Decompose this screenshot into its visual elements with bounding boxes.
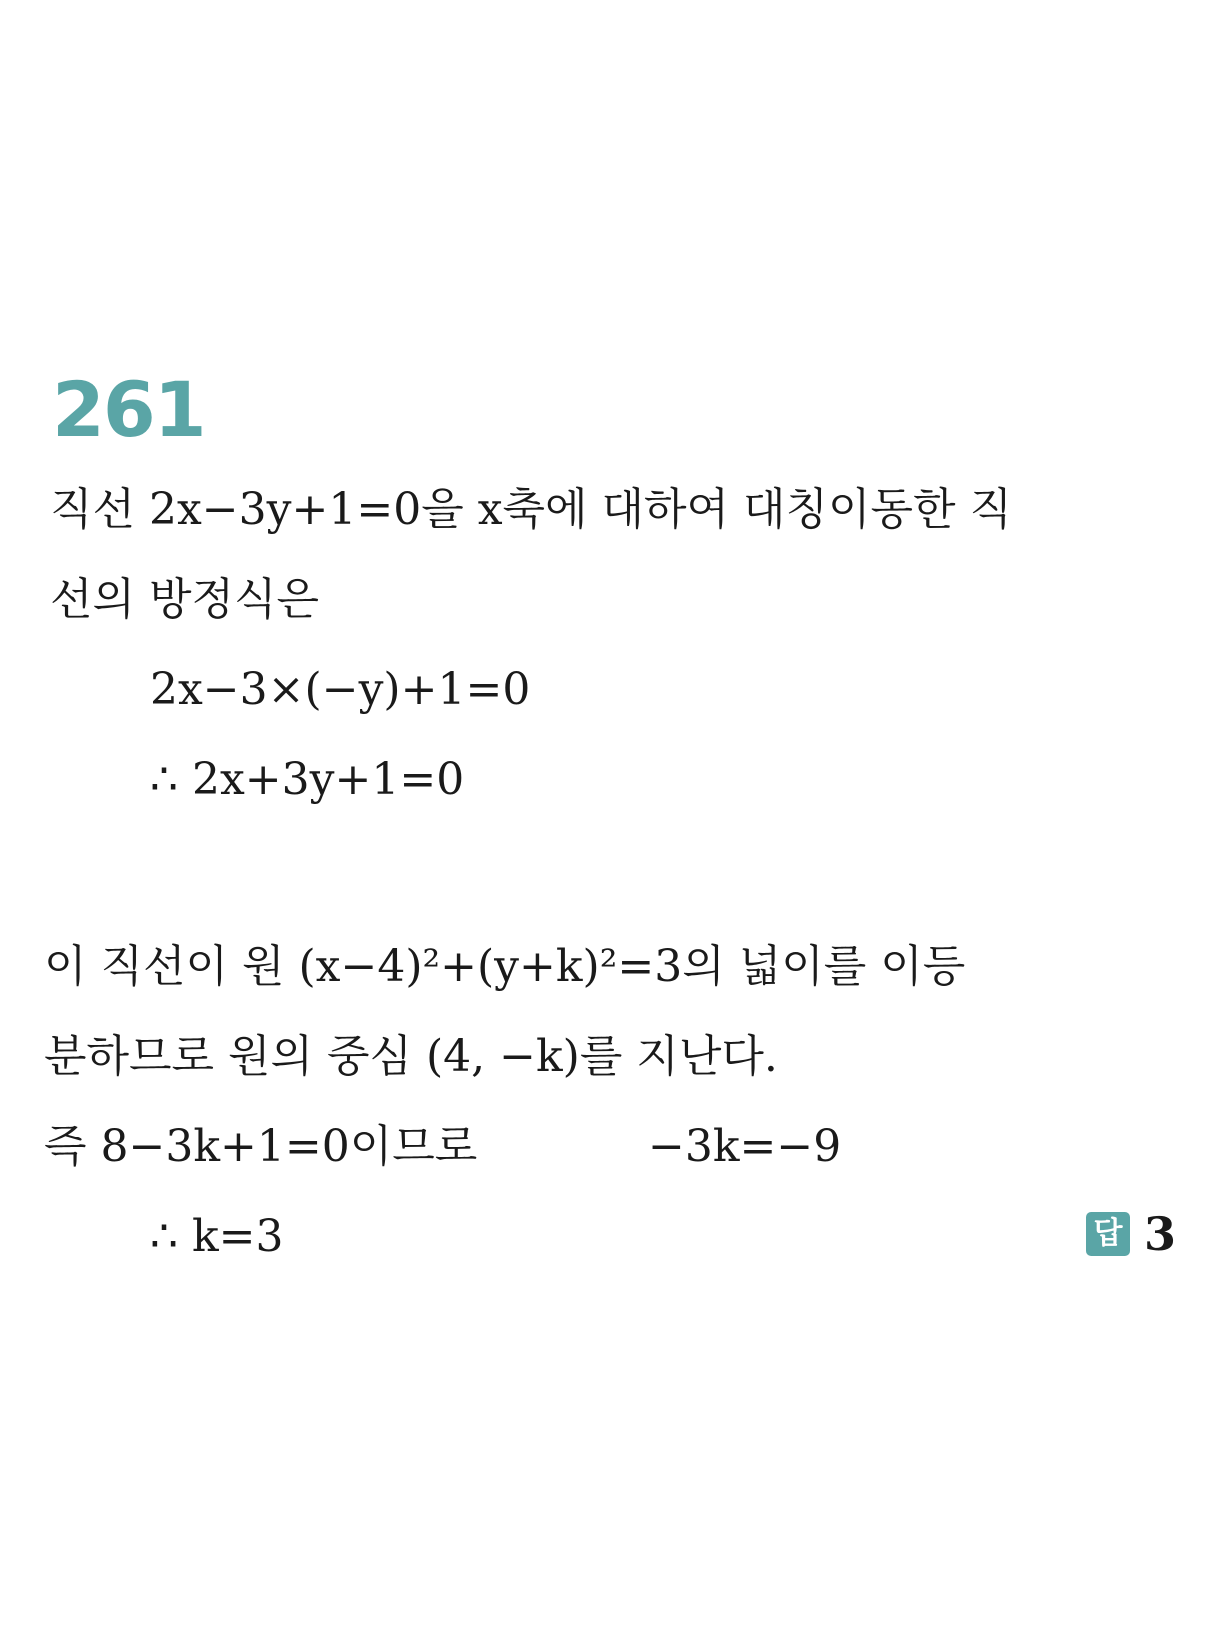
solution-line-1: 직선 2x−3y+1=0을 x축에 대하여 대칭이동한 직 xyxy=(50,484,1013,535)
answer-value: 3 xyxy=(1143,1207,1176,1261)
solution-line-3: 이 직선이 원 (x−4)²+(y+k)²=3의 넓이를 이등 xyxy=(44,941,966,992)
conclusion-line: ∴ k=3 xyxy=(150,1211,284,1262)
solution-line-2: 선의 방정식은 xyxy=(50,574,320,625)
equation-line-1: 2x−3×(−y)+1=0 xyxy=(150,664,531,715)
solution-line-4: 분하므로 원의 중심 (4, −k)를 지난다. xyxy=(44,1031,778,1082)
solution-line-5: 즉 8−3k+1=0이므로 xyxy=(44,1121,478,1172)
answer-box xyxy=(1086,1207,1176,1261)
equation-line-2: ∴ 2x+3y+1=0 xyxy=(150,754,465,805)
side-equation: −3k=−9 xyxy=(648,1121,842,1172)
problem-number: 261 xyxy=(52,365,205,454)
answer-badge: 답 xyxy=(1086,1212,1130,1256)
